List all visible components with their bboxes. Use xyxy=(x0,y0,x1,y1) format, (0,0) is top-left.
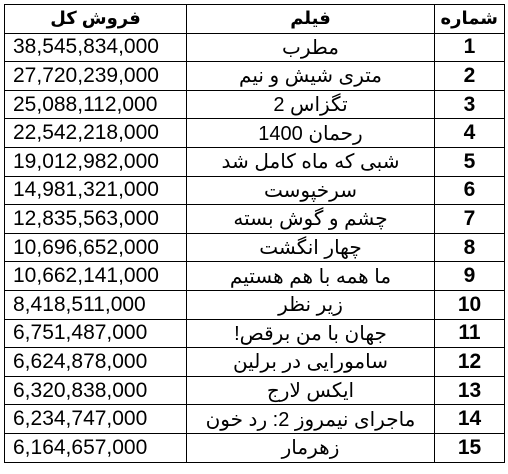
film-title-cell: ایکس لارج xyxy=(187,376,435,405)
box-office-table xyxy=(4,4,505,463)
rank-cell: 14 xyxy=(435,405,505,434)
rank-cell: 11 xyxy=(435,319,505,348)
total-sales-cell: 25,088,112,000 xyxy=(5,90,187,119)
rank-cell: 4 xyxy=(435,119,505,148)
film-title-cell: سامورایی در برلین xyxy=(187,348,435,377)
table-row xyxy=(5,405,505,434)
film-title-cell: مطرب xyxy=(187,33,435,62)
total-sales-cell: 38,545,834,000 xyxy=(5,33,187,62)
table-row xyxy=(5,262,505,291)
box-office-table-container xyxy=(4,4,504,463)
film-title-cell: چشم و گوش بسته xyxy=(187,205,435,234)
rank-cell: 12 xyxy=(435,348,505,377)
table-row xyxy=(5,233,505,262)
header-sales: فروش کل xyxy=(5,5,187,34)
rank-cell: 3 xyxy=(435,90,505,119)
table-row xyxy=(5,33,505,62)
total-sales-cell: 12,835,563,000 xyxy=(5,205,187,234)
total-sales-cell: 14,981,321,000 xyxy=(5,176,187,205)
table-row xyxy=(5,147,505,176)
header-film: فیلم xyxy=(187,5,435,34)
rank-cell: 2 xyxy=(435,62,505,91)
film-title-cell: ماجرای نیمروز 2: رد خون xyxy=(187,405,435,434)
film-title-cell: جهان با من برقص! xyxy=(187,319,435,348)
total-sales-cell: 6,320,838,000 xyxy=(5,376,187,405)
table-row xyxy=(5,90,505,119)
table-body xyxy=(5,33,505,462)
rank-cell: 15 xyxy=(435,433,505,462)
film-title-cell: شبی که ماه کامل شد xyxy=(187,147,435,176)
table-row xyxy=(5,348,505,377)
total-sales-cell: 6,751,487,000 xyxy=(5,319,187,348)
table-row xyxy=(5,205,505,234)
film-title-cell: متری شیش و نیم xyxy=(187,62,435,91)
film-title-cell: رحمان 1400 xyxy=(187,119,435,148)
table-row xyxy=(5,376,505,405)
rank-cell: 13 xyxy=(435,376,505,405)
header-number: شماره xyxy=(435,5,505,34)
rank-cell: 7 xyxy=(435,205,505,234)
film-title-cell: سرخپوست xyxy=(187,176,435,205)
rank-cell: 1 xyxy=(435,33,505,62)
rank-cell: 5 xyxy=(435,147,505,176)
total-sales-cell: 6,164,657,000 xyxy=(5,433,187,462)
header-row xyxy=(5,5,505,34)
film-title-cell: چهار انگشت xyxy=(187,233,435,262)
rank-cell: 10 xyxy=(435,290,505,319)
total-sales-cell: 6,234,747,000 xyxy=(5,405,187,434)
table-row xyxy=(5,119,505,148)
rank-cell: 8 xyxy=(435,233,505,262)
table-row xyxy=(5,62,505,91)
total-sales-cell: 27,720,239,000 xyxy=(5,62,187,91)
total-sales-cell: 6,624,878,000 xyxy=(5,348,187,377)
total-sales-cell: 8,418,511,000 xyxy=(5,290,187,319)
total-sales-cell: 22,542,218,000 xyxy=(5,119,187,148)
table-row xyxy=(5,290,505,319)
table-row xyxy=(5,433,505,462)
film-title-cell: تگزاس 2 xyxy=(187,90,435,119)
total-sales-cell: 19,012,982,000 xyxy=(5,147,187,176)
table-row xyxy=(5,319,505,348)
total-sales-cell: 10,662,141,000 xyxy=(5,262,187,291)
table-row xyxy=(5,176,505,205)
film-title-cell: ما همه با هم هستیم xyxy=(187,262,435,291)
film-title-cell: زهرمار xyxy=(187,433,435,462)
film-title-cell: زیر نظر xyxy=(187,290,435,319)
rank-cell: 9 xyxy=(435,262,505,291)
total-sales-cell: 10,696,652,000 xyxy=(5,233,187,262)
rank-cell: 6 xyxy=(435,176,505,205)
